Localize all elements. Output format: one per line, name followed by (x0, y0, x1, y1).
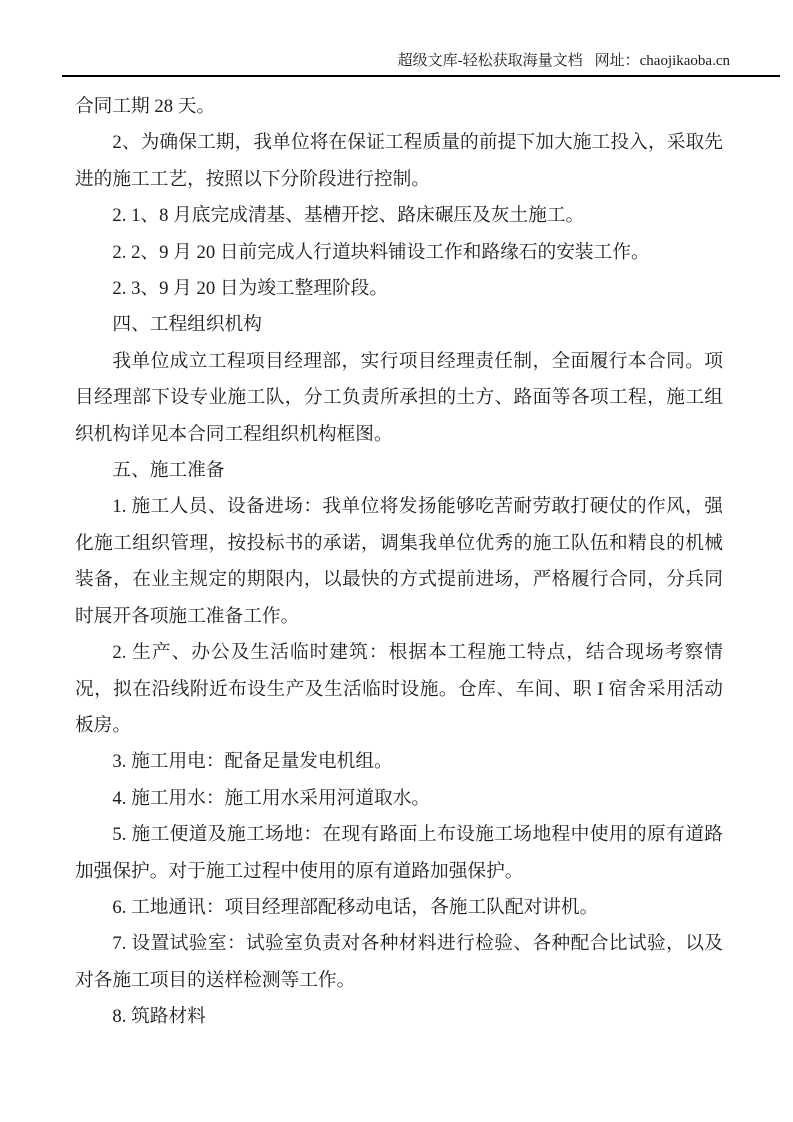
paragraph: 2. 2、9 月 20 日前完成人行道块料铺设工作和路缘石的安装工作。 (112, 241, 650, 263)
page-header (398, 51, 730, 71)
paragraph: 2. 3、9 月 20 日为竣工整理阶段。 (112, 278, 389, 300)
section-heading: 五、施工准备 (112, 460, 225, 482)
paragraph: 8. 筑路材料 (112, 1006, 206, 1028)
paragraph: 5. 施工便道及施工场地：在现有路面上布设施工场地程中使用的原有道路加强保护。对于施工过程中使用的原有道路加强保护。 (75, 824, 723, 882)
paragraph: 2. 生产、办公及生活临时建筑：根据本工程施工特点，结合现场考察情况，拟在沿线附近布设生产及生活临时设施。仓库、车间、职 I 宿舍采用活动板房。 (75, 642, 723, 736)
paragraph: 6. 工地通讯：项目经理部配移动电话，各施工队配对讲机。 (112, 896, 599, 918)
header-url-label: 网址： (594, 53, 640, 69)
section-heading: 四、工程组织机构 (112, 314, 262, 336)
header-url: chaojikaoba.cn (639, 53, 730, 69)
paragraph: 4. 施工用水：施工用水采用河道取水。 (112, 787, 431, 809)
paragraph: 2. 1、8 月底完成清基、基槽开挖、路床碾压及灰土施工。 (112, 205, 585, 227)
header-divider (62, 75, 780, 77)
paragraph: 我单位成立工程项目经理部，实行项目经理责任制，全面履行本合同。项目经理部下设专业施工队，分工负责所承担的土方、路面等各项工程，施工组织机构详见本合同工程组织机构框图。 (75, 350, 723, 445)
paragraph: 1. 施工人员、设备进场：我单位将发扬能够吃苦耐劳敢打硬仗的作风，强化施工组织管理，按投标书的承诺，调集我单位优秀的施工队伍和精良的机械装备，在业主规定的期限内，以最快的方式提前进场，严格履行合同，分兵同时展开各项施工准备工作。 (75, 496, 723, 627)
paragraph: 合同工期 28 天。 (75, 96, 216, 117)
paragraph: 3. 施工用电：配备足量发电机组。 (112, 751, 393, 773)
paragraph: 7. 设置试验室：试验室负责对各种材料进行检验、各种配合比试验，以及对各施工项目的送样检测等工作。 (75, 933, 723, 991)
paragraph: 2、为确保工期，我单位将在保证工程质量的前提下加大施工投入，采取先进的施工工艺，按照以下分阶段进行控制。 (75, 132, 723, 190)
header-site-name: 超级文库-轻松获取海量文档 (397, 53, 583, 69)
document-body (75, 89, 723, 1036)
